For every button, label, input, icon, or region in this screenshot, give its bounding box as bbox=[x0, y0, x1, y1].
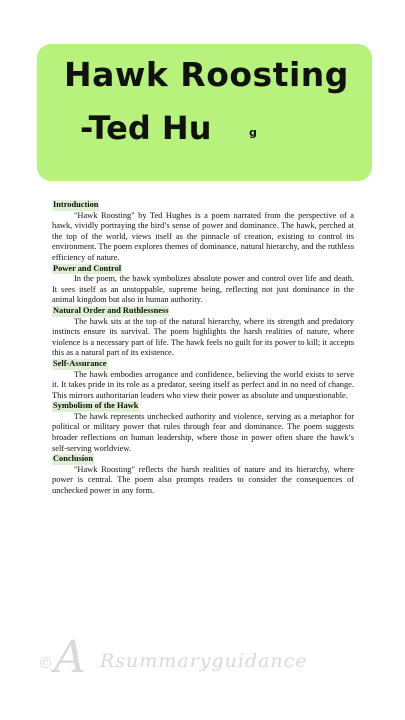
section-heading: Introduction bbox=[53, 200, 99, 209]
section-conclusion bbox=[52, 454, 354, 496]
section-heading: Natural Order and Ruthlessness bbox=[53, 305, 169, 315]
section-text: The hawk sits at the top of the natural hierarchy, where its strength and predatory instincts ensure its survival. The poem highlights the harsh realities of nature, where violence is a necessary part of life. The hawk feels no guilt for its power to kill; it accepts this as a natural part of its existence. bbox=[52, 316, 354, 358]
section-power-and-control bbox=[52, 264, 354, 306]
section-text: The hawk represents unchecked authority and violence, serving as a metaphor for political or military power that rules through fear and dominance. The poem suggests broader reflections on human leadership, where those in power often share the hawk’s self-serving worldview. bbox=[52, 411, 354, 453]
page-title: Hawk Roosting bbox=[64, 55, 349, 94]
watermark-initial: A bbox=[54, 632, 86, 683]
watermark-copyright: © bbox=[38, 654, 53, 672]
page-subtitle-fragment: g bbox=[249, 126, 257, 139]
section-text: "Hawk Roosting" by Ted Hughes is a poem narrated from the perspective of a hawk, vividly portraying the bird’s sense of power and dominance. The hawk, perched at the top of the world, views itself as the pinnacle of creation, existing to control its environment. The poem explores themes of dominance, natural hierarchy, and the ruthless efficiency of nature. bbox=[52, 210, 354, 262]
watermark-text: Rsummaryguidance bbox=[100, 650, 308, 672]
section-heading: Conclusion bbox=[53, 454, 94, 464]
section-heading: Self-Assurance bbox=[53, 358, 107, 368]
section-heading: Symbolism of the Hawk bbox=[53, 401, 139, 411]
section-text: In the poem, the hawk symbolizes absolute power and control over life and death. It sees itself as an unstoppable, supreme being, reflecting not just dominance in the animal kingdom but also in human authority. bbox=[52, 274, 354, 305]
document-body bbox=[52, 200, 354, 497]
section-text: The hawk embodies arrogance and confidence, believing the world exists to serve it. It takes pride in its role as a predator, seeing itself as perfect and in no need of change. This mirrors authoritarian leaders who view their power as absolute and unquestionable. bbox=[52, 369, 354, 400]
section-self-assurance bbox=[52, 359, 354, 401]
section-natural-order bbox=[52, 306, 354, 359]
page-subtitle-author: -Ted Hu bbox=[80, 109, 212, 147]
section-introduction bbox=[52, 200, 354, 264]
section-text: "Hawk Roosting" reflects the harsh realities of nature and its hierarchy, where power is central. The poem also prompts readers to consider the consequences of unchecked power in any form. bbox=[52, 464, 354, 496]
section-symbolism bbox=[52, 401, 354, 454]
section-heading: Power and Control bbox=[53, 263, 122, 273]
